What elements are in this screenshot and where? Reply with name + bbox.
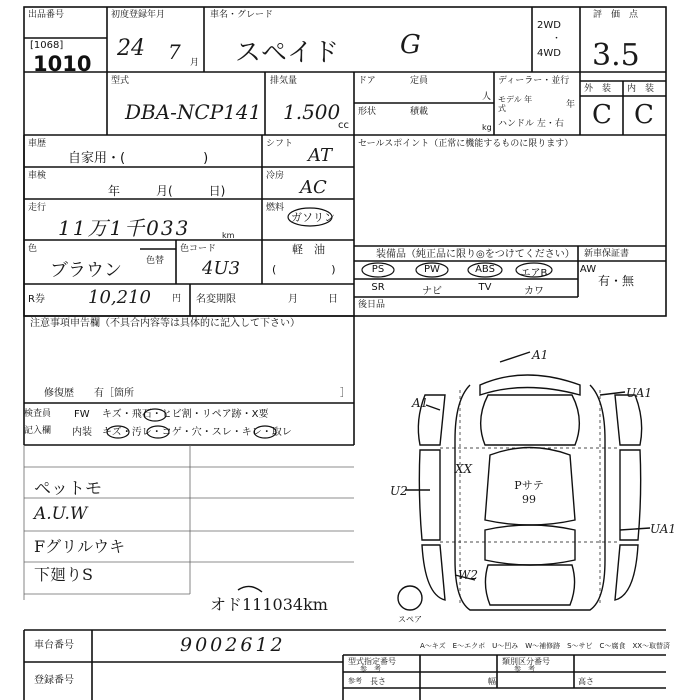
- drive-2wd: 2WD: [537, 20, 561, 31]
- displacement-label: 排気量: [270, 76, 298, 86]
- inspector-row1: キズ・飛石・ヒビ割・リペア跡・X要: [102, 409, 269, 420]
- inspector-fw: FW: [74, 409, 90, 420]
- drive-dot: ・: [552, 34, 562, 44]
- equip-navi: ナビ: [422, 286, 442, 297]
- model-year-unit: 年: [566, 100, 576, 110]
- note-2: A.U.W: [34, 504, 88, 524]
- fuel-paren: ( ): [272, 263, 336, 276]
- reg-year: 24: [117, 36, 145, 61]
- shift-label: シフト: [266, 139, 294, 149]
- handle-label: ハンドル 左・右: [498, 119, 564, 129]
- mark-right-rear: UA1: [650, 522, 677, 536]
- name-grade-label: 車名・グレード: [210, 10, 274, 20]
- type-cert-label: 型式指定番号: [348, 657, 396, 666]
- score: 3.5: [592, 38, 640, 73]
- exterior-grade: C: [592, 100, 612, 130]
- equipment-label: 装備品（純正品に限り◎をつけてください）: [376, 249, 575, 260]
- length-label: 長さ: [370, 677, 386, 686]
- equip-leather: カワ: [524, 286, 544, 297]
- model-name: スペイド: [235, 38, 340, 68]
- note-1: ペットモ: [34, 479, 102, 499]
- load-label: 積載: [410, 107, 429, 117]
- fuel-diesel: 軽 油: [292, 243, 325, 256]
- fuel-gas: ガソリン: [291, 211, 335, 224]
- class-label: 類別区分番号: [502, 657, 550, 666]
- notes-title: 注意事項申告欄（不具合内容等は具体的に記入して下さい）: [30, 318, 300, 329]
- mark-roof: A1: [532, 348, 549, 362]
- height-label: 高さ: [578, 677, 594, 686]
- capacity-label: 定員: [410, 76, 429, 86]
- reg-month: 7: [168, 40, 181, 64]
- color-change-label: 色替: [146, 256, 165, 266]
- mileage-value: 11万1千033: [58, 216, 191, 240]
- color-value: ブラウン: [50, 260, 122, 281]
- mark-front-right: UA1: [626, 386, 653, 400]
- drive-4wd: 4WD: [537, 48, 561, 59]
- rear-seat-label: 後日品: [358, 300, 386, 310]
- color-label: 色: [28, 244, 38, 254]
- interior-grade: C: [634, 100, 654, 130]
- note-4: 下廻りS: [34, 565, 93, 584]
- mark-left-rear: W2: [458, 568, 478, 582]
- mark-left-door: XX: [455, 462, 473, 476]
- inspector-label-1: 検査員: [24, 409, 52, 419]
- fuel-label: 燃料: [266, 203, 285, 213]
- color-code-label: 色コード: [180, 244, 217, 254]
- spare-label: スペア: [398, 615, 422, 624]
- width-label: 幅: [488, 677, 496, 686]
- deadline-value: 月 日: [288, 294, 338, 305]
- history-label: 車歴: [28, 139, 47, 149]
- inspection-value: 年 月( 日): [108, 184, 226, 198]
- type-cert-ref: 参 考: [360, 665, 381, 673]
- equip-pw: PW: [424, 264, 440, 275]
- registration-label: 登録番号: [34, 675, 74, 686]
- grade: G: [400, 30, 421, 60]
- model-code-label: 型式: [111, 76, 130, 86]
- ac-value: AC: [300, 177, 327, 198]
- person-unit: 人: [482, 92, 492, 102]
- odometer-note: オド111034km: [210, 595, 328, 614]
- shift-value: AT: [308, 145, 333, 166]
- door-label: ドア: [358, 76, 376, 86]
- warranty-value: 有・無: [598, 274, 635, 288]
- color-code: 4U3: [202, 258, 241, 279]
- inspector-interior: 内装: [72, 427, 92, 438]
- cc-unit: cc: [338, 120, 349, 131]
- mileage-label: 走行: [28, 203, 47, 213]
- center-note: Pサテ 99: [514, 479, 544, 506]
- lot-bracket: [1068]: [30, 40, 64, 51]
- dealer-label: ディーラー・並行: [498, 76, 570, 86]
- history-value: 自家用・( ): [68, 151, 209, 166]
- inspector-label-2: 記入欄: [24, 426, 52, 436]
- lot-label: 出品番号: [28, 10, 65, 20]
- equip-ps: PS: [371, 264, 385, 275]
- class-ref: 参 考: [514, 665, 535, 673]
- chassis-value: 9002612: [180, 634, 286, 656]
- repair-end: ］: [340, 388, 350, 399]
- score-label: 評 価 点: [593, 10, 639, 20]
- mark-left-side: U2: [390, 484, 408, 498]
- mark-front-left: A1: [412, 396, 429, 410]
- deadline-label: 名変期限: [196, 294, 236, 305]
- recycle-value: 10,210: [88, 287, 151, 308]
- shape-label: 形状: [358, 107, 377, 117]
- damage-legend: A～キズ E～エクボ U～凹み W～補修跡 S～サビ C～腐食 XX～取替済: [420, 642, 671, 650]
- displacement: 1.500: [283, 100, 341, 124]
- kg-unit: kg: [482, 123, 492, 132]
- dim-ref: 参考: [348, 677, 362, 685]
- recycle-yen: 円: [172, 294, 182, 304]
- equip-tv: TV: [478, 282, 492, 293]
- lot-number: 1010: [33, 52, 92, 76]
- equip-airbag: エアB: [520, 268, 548, 279]
- model-year-label: モデル 年 式: [498, 95, 541, 113]
- chassis-label: 車台番号: [34, 640, 74, 651]
- km-unit: km: [222, 231, 235, 240]
- equip-sr: SR: [371, 282, 385, 293]
- recycle-label: R券: [28, 294, 45, 305]
- equip-abs: ABS: [475, 264, 495, 275]
- interior-label: 内 装: [627, 84, 655, 94]
- first-reg-label: 初度登録年月: [111, 10, 166, 20]
- note-3: Fグリルウキ: [34, 537, 126, 556]
- inspection-label: 車検: [28, 171, 47, 181]
- inspector-row2: キズ・汚レ・コゲ・穴・スレ・キレ・取レ: [102, 427, 292, 438]
- model-code: DBA-NCP141: [125, 100, 262, 124]
- sales-point-label: セールスポイント（正常に機能するものに限ります）: [358, 139, 574, 149]
- ac-label: 冷房: [266, 171, 285, 181]
- equip-aw: AW: [579, 264, 597, 275]
- warranty-label: 新車保証書: [584, 249, 630, 259]
- repair-label: 修復歴 有［箇所: [44, 388, 134, 399]
- month-unit: 月: [190, 58, 200, 68]
- exterior-label: 外 装: [584, 84, 612, 94]
